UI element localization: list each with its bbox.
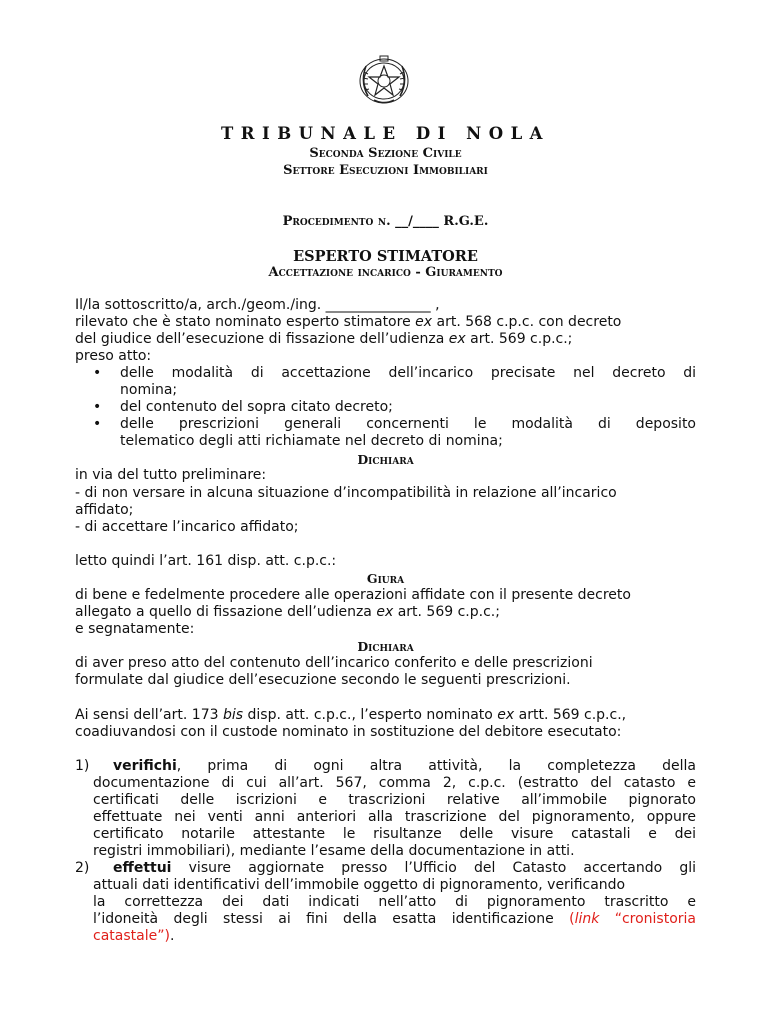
sensi-line-1: Ai sensi dell’art. 173 bis disp. att. c.p.c., l’esperto nominato ex artt. 569 c.p.c., bbox=[75, 707, 627, 723]
item-1-line-3: certificati delle iscrizioni e trascrizioni relative all’immobile pignorato bbox=[93, 792, 696, 808]
item-2-line-3: la correttezza dei dati indicati nell’atto di pignoramento trascritto e bbox=[93, 894, 696, 910]
item-1-line-1: verifichi, prima di ogni altra attività, la completezza della bbox=[113, 758, 696, 774]
sensi-line-2: coadiuvandosi con il custode nominato in sostituzione del debitore esecutato: bbox=[75, 724, 622, 740]
bullet-dot: • bbox=[93, 365, 102, 381]
dichiara-1-line-2: - di non versare in alcuna situazione d’incompatibilità in relazione all’incarico bbox=[75, 485, 617, 501]
item-2-number: 2) bbox=[75, 860, 90, 876]
item-1-line-2: documentazione di cui all’art. 567, comma 2, c.p.c. (estratto del catasto e bbox=[93, 775, 696, 791]
item-2-line-2: attuali dati identificativi dell’immobile oggetto di pignoramento, verificando bbox=[93, 877, 626, 893]
italian-republic-emblem-icon bbox=[354, 54, 414, 106]
dichiara-1-line-4: - di accettare l’incarico affidato; bbox=[75, 519, 299, 535]
procedure-line bbox=[75, 214, 696, 229]
intro-line-3: del giudice dell’esecuzione di fissazione dell’udienza ex art. 569 c.p.c.; bbox=[75, 331, 573, 347]
item-2-line-4: l’idoneità degli stessi ai fini della esatta identificazione (link “cronistoria bbox=[93, 911, 696, 927]
cronistoria-link-end[interactable]: catastale”) bbox=[93, 928, 170, 944]
court-title: TRIBUNALE DI NOLA bbox=[221, 124, 550, 143]
item-2-line-5: catastale”). bbox=[93, 928, 175, 944]
bullet-1-line-1: delle modalità di accettazione dell’incarico precisate nel decreto di bbox=[120, 365, 696, 381]
intro-line-4: preso atto: bbox=[75, 348, 152, 364]
intro-line-1: Il/la sottoscritto/a, arch./geom./ing. _______________ , bbox=[75, 297, 440, 313]
giura-line-1: di bene e fedelmente procedere alle operazioni affidate con il presente decreto bbox=[75, 587, 631, 603]
court-section: Seconda Sezione Civile bbox=[309, 146, 462, 161]
bullet-3-line-2: telematico degli atti richiamate nel decreto di nomina; bbox=[120, 433, 503, 449]
giura-pre: letto quindi l’art. 161 disp. att. c.p.c.: bbox=[75, 553, 337, 569]
dichiara-2-line-2: formulate dal giudice dell’esecuzione secondo le seguenti prescrizioni. bbox=[75, 672, 571, 688]
cronistoria-link[interactable]: (link “cronistoria bbox=[569, 911, 696, 927]
bullet-dot: • bbox=[93, 399, 102, 415]
heading-dichiara-1: Dichiara bbox=[357, 452, 414, 467]
doc-subtitle: Accettazione incarico - Giuramento bbox=[268, 265, 503, 280]
procedure-label: Procedimento n. bbox=[282, 214, 391, 229]
dichiara-1-line-3: affidato; bbox=[75, 502, 134, 518]
doc-title: ESPERTO STIMATORE bbox=[293, 248, 478, 265]
item-2-line-1: effettui visure aggiornate presso l’Ufficio del Catasto accertando gli bbox=[113, 860, 696, 876]
item-1-number: 1) bbox=[75, 758, 90, 774]
giura-line-2: allegato a quello di fissazione dell’udienza ex art. 569 c.p.c.; bbox=[75, 604, 500, 620]
item-1-line-4: effettuate nei venti anni anteriori alla trascrizione del pignoramento, oppure bbox=[93, 809, 696, 825]
item-1-line-5: certificato notarile attestante le risultanze delle visure catastali e dei bbox=[93, 826, 696, 842]
dichiara-1-line-1: in via del tutto preliminare: bbox=[75, 467, 267, 483]
intro-line-2: rilevato che è stato nominato esperto stimatore ex art. 568 c.p.c. con decreto bbox=[75, 314, 622, 330]
bullet-2: del contenuto del sopra citato decreto; bbox=[120, 399, 393, 415]
giura-line-3: e segnatamente: bbox=[75, 621, 195, 637]
heading-giura: Giura bbox=[366, 571, 405, 586]
bullet-3-line-1: delle prescrizioni generali concernenti le modalità di deposito bbox=[120, 416, 696, 432]
court-sector: Settore Esecuzioni Immobiliari bbox=[283, 163, 488, 178]
item-1-line-6: registri immobiliari), mediante l’esame della documentazione in atti. bbox=[93, 843, 575, 859]
bullet-dot: • bbox=[93, 416, 102, 432]
bullet-1-line-2: nomina; bbox=[120, 382, 178, 398]
dichiara-2-line-1: di aver preso atto del contenuto dell’incarico conferito e delle prescrizioni bbox=[75, 655, 593, 671]
procedure-number: __/____ R.G.E. bbox=[395, 214, 489, 229]
heading-dichiara-2: Dichiara bbox=[357, 639, 414, 654]
